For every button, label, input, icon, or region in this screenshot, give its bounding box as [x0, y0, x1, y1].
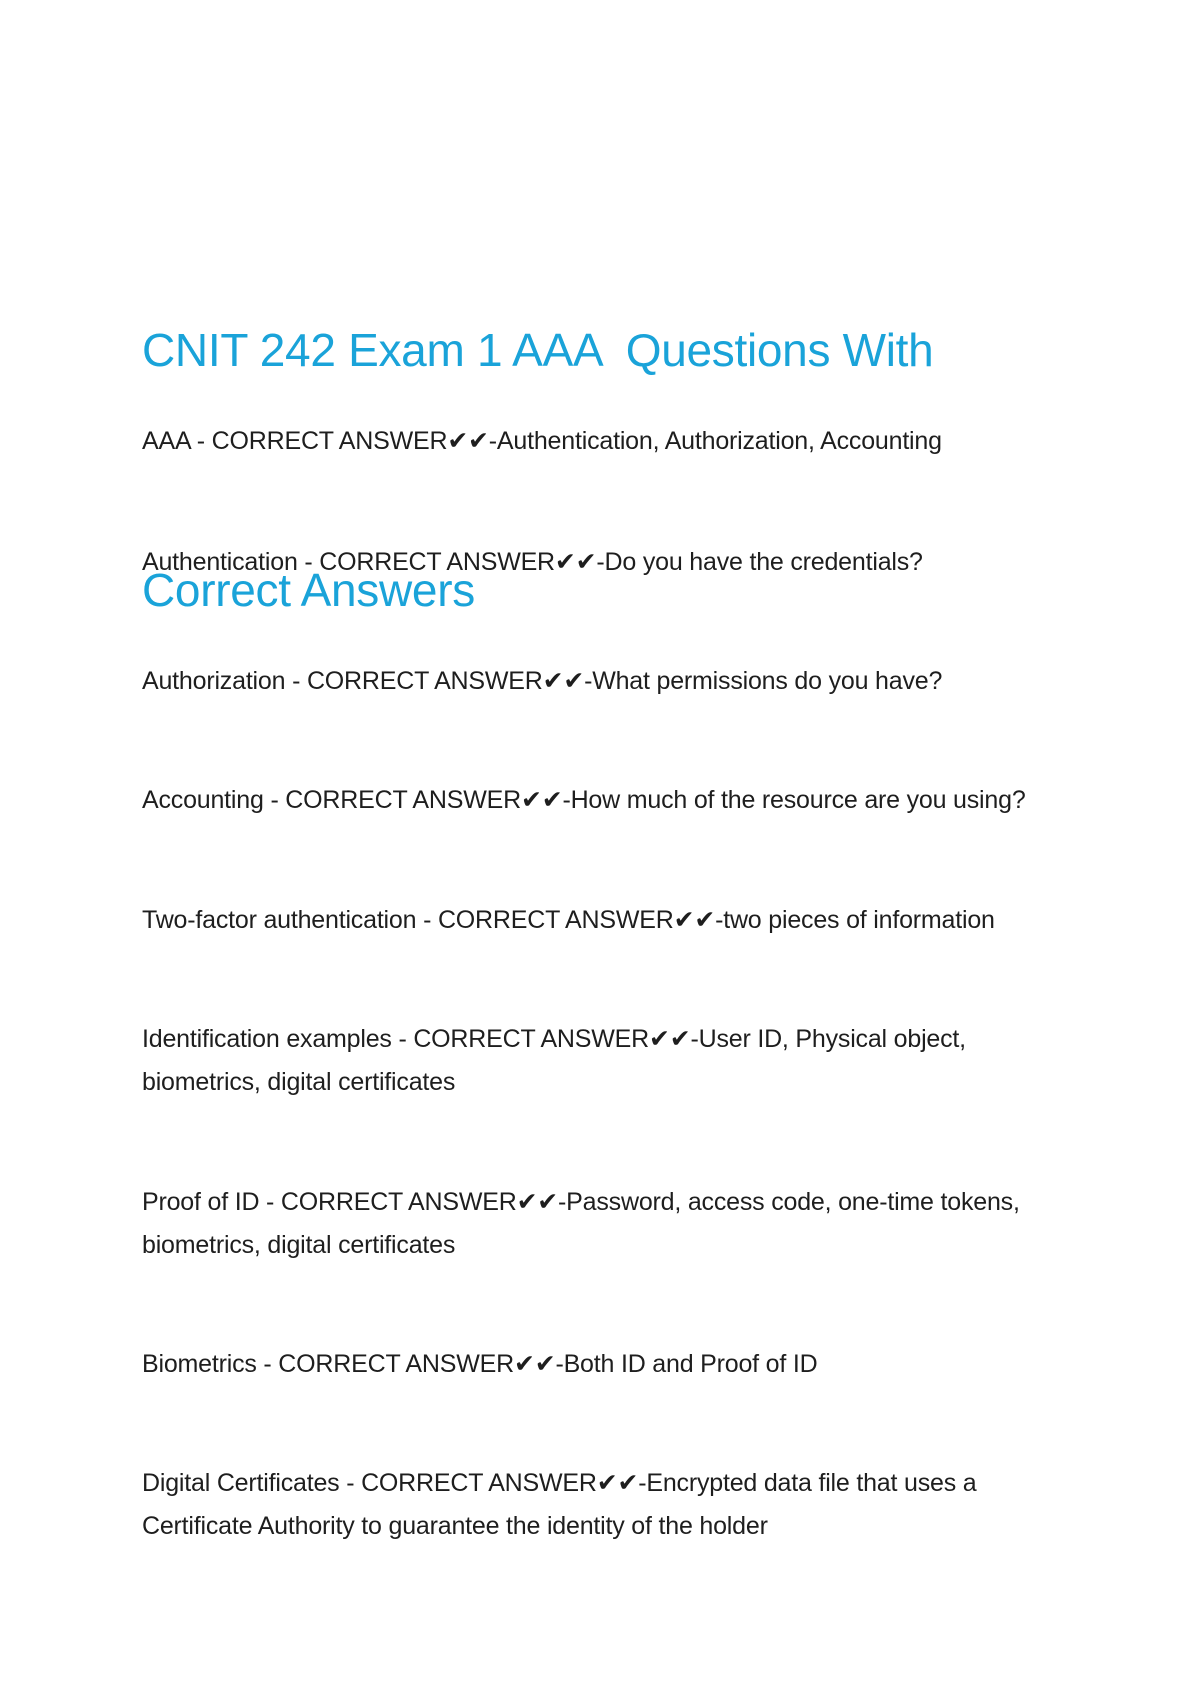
qa-item-aaa [142, 420, 1082, 463]
qa-item-text: Biometrics - CORRECT ANSWER✔✔-Both ID and Proof of ID [142, 1350, 818, 1378]
qa-item-text: Accounting - CORRECT ANSWER✔✔-How much of the resource are you using? [142, 786, 1026, 814]
qa-item-text: Identification examples - CORRECT ANSWER✔✔-User ID, Physical object, [142, 1025, 966, 1053]
title-line-1: CNIT 242 Exam 1 AAA Questions With [142, 324, 934, 376]
qa-item-two-factor [142, 899, 1082, 942]
qa-item-text-continued: Certificate Authority to guarantee the identity of the holder [142, 1512, 768, 1540]
qa-item-biometrics [142, 1343, 1082, 1386]
qa-item-proof-of-id [142, 1181, 1082, 1267]
qa-item-text: Proof of ID - CORRECT ANSWER✔✔-Password, access code, one-time tokens, [142, 1188, 1020, 1216]
qa-item-text-continued: biometrics, digital certificates [142, 1231, 456, 1259]
qa-item-digital-certificates [142, 1462, 1082, 1548]
qa-item-text: Authorization - CORRECT ANSWER✔✔-What permissions do you have? [142, 667, 943, 695]
qa-item-text: Authentication - CORRECT ANSWER✔✔-Do you have the credentials? [142, 548, 923, 576]
title-line-2: Correct Answers [142, 564, 475, 616]
qa-item-text-continued: biometrics, digital certificates [142, 1068, 456, 1096]
qa-item-authorization [142, 660, 1082, 703]
qa-item-accounting [142, 779, 1082, 822]
qa-item-identification-examples [142, 1018, 1082, 1104]
qa-item-authentication [142, 541, 1082, 584]
qa-item-text: Two-factor authentication - CORRECT ANSWER✔✔-two pieces of information [142, 906, 995, 934]
qa-item-text: AAA - CORRECT ANSWER✔✔-Authentication, Authorization, Accounting [142, 427, 942, 455]
qa-item-text: Digital Certificates - CORRECT ANSWER✔✔-Encrypted data file that uses a [142, 1469, 977, 1497]
